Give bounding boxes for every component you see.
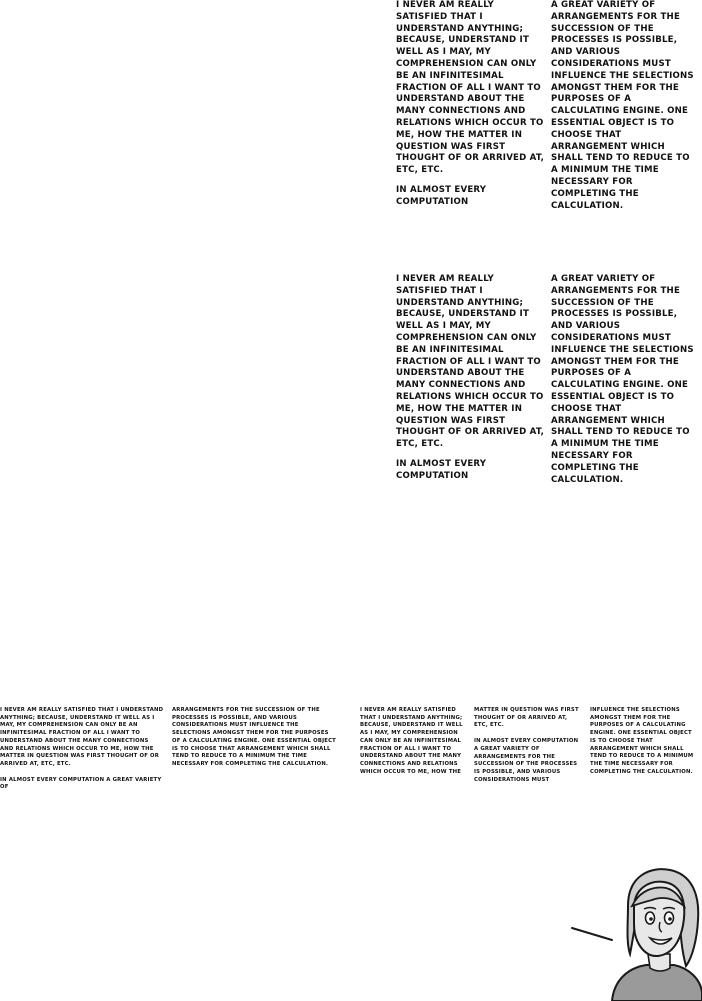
text-column-right bbox=[551, 274, 698, 494]
paragraph: IN ALMOST EVERY COMPUTATION bbox=[396, 184, 487, 207]
text-column-right bbox=[590, 707, 700, 784]
text-column-left bbox=[360, 707, 464, 775]
paragraph: A GREAT VARIETY OF ARRANGEMENTS FOR THE SUCCESSION OF THE PROCESSES IS POSSIBLE, AND VARIOUS CONSIDERATIONS MUST INFLUENCE THE SELECTIONS AMONGST THEM FOR THE PURPOSES OF A CALCULATING ENGINE. ONE ESSENTIAL OBJECT IS TO CHOOSE THAT ARRANGEMENT WHICH SHALL TEND TO REDUCE TO A MINIMUM THE TIME NECESSARY FOR COMPLETING THE CALCULATION. bbox=[551, 0, 694, 211]
paragraph: I NEVER AM REALLY SATISFIED THAT I UNDERSTAND ANYTHING; BECAUSE, UNDERSTAND IT WELL AS I MAY, MY COMPREHENSION CAN ONLY BE AN INFINITESIMAL FRACTION OF ALL I WANT TO UNDERSTAND ABOUT THE MANY CONNECTIONS AND RELATIONS WHICH OCCUR TO ME, HOW THE MATTER IN QUESTION WAS FIRST THOUGHT OF OR ARRIVED AT, ETC, ETC. bbox=[0, 707, 164, 767]
paragraph: IN ALMOST EVERY COMPUTATION A GREAT VARIETY OF ARRANGEMENTS FOR THE SUCCESSION OF THE PROCESSES IS POSSIBLE, AND VARIOUS CONSIDERATIONS MUST bbox=[474, 738, 579, 783]
speech-line bbox=[572, 928, 612, 940]
text-column-left bbox=[396, 0, 546, 217]
text-column-right bbox=[551, 0, 698, 220]
text-block-large-top bbox=[396, 0, 698, 211]
text-column-left bbox=[396, 274, 546, 491]
text-block-large-middle bbox=[396, 274, 698, 485]
paragraph: I NEVER AM REALLY SATISFIED THAT I UNDERSTAND ANYTHING; BECAUSE, UNDERSTAND IT WELL AS I MAY, MY COMPREHENSION CAN ONLY BE AN INFINITESIMAL FRACTION OF ALL I WANT TO UNDERSTAND ABOUT THE MANY CONNECTIONS AND RELATIONS WHICH OCCUR TO ME, HOW THE bbox=[360, 707, 463, 775]
text-block-small-left bbox=[0, 707, 340, 791]
paragraph: A GREAT VARIETY OF ARRANGEMENTS FOR THE SUCCESSION OF THE PROCESSES IS POSSIBLE, AND VARIOUS CONSIDERATIONS MUST INFLUENCE THE SELECTIONS AMONGST THEM FOR THE PURPOSES OF A CALCULATING ENGINE. ONE ESSENTIAL OBJECT IS TO CHOOSE THAT ARRANGEMENT WHICH SHALL TEND TO REDUCE TO A MINIMUM THE TIME NECESSARY FOR COMPLETING THE CALCULATION. bbox=[551, 274, 694, 485]
paragraph: IN ALMOST EVERY COMPUTATION A GREAT VARIETY OF bbox=[0, 776, 162, 791]
text-block-small-right bbox=[360, 707, 702, 783]
cartoon-woman-icon bbox=[570, 862, 702, 1001]
paragraph: ARRANGEMENTS FOR THE SUCCESSION OF THE PROCESSES IS POSSIBLE, AND VARIOUS CONSIDERATIONS MUST INFLUENCE THE SELECTIONS AMONGST THEM FOR THE PURPOSES OF A CALCULATING ENGINE. ONE ESSENTIAL OBJECT IS TO CHOOSE THAT ARRANGEMENT WHICH SHALL TEND TO REDUCE TO A MINIMUM THE TIME NECESSARY FOR COMPLETING THE CALCULATION. bbox=[172, 707, 337, 767]
text-column-right bbox=[172, 707, 337, 777]
paragraph: IN ALMOST EVERY COMPUTATION bbox=[396, 458, 487, 481]
paragraph: I NEVER AM REALLY SATISFIED THAT I UNDERSTAND ANYTHING; BECAUSE, UNDERSTAND IT WELL AS I MAY, MY COMPREHENSION CAN ONLY BE AN INFINITESIMAL FRACTION OF ALL I WANT TO UNDERSTAND ABOUT THE MANY CONNECTIONS AND RELATIONS WHICH OCCUR TO ME, HOW THE MATTER IN QUESTION WAS FIRST THOUGHT OF OR ARRIVED AT, ETC, ETC. bbox=[396, 274, 545, 450]
paragraph: INFLUENCE THE SELECTIONS AMONGST THEM FOR THE PURPOSES OF A CALCULATING ENGINE. ONE ESSENTIAL OBJECT IS TO CHOOSE THAT ARRANGEMENT WHICH SHALL TEND TO REDUCE TO A MINIMUM THE TIME NECESSARY FOR COMPLETING THE CALCULATION. bbox=[590, 707, 694, 775]
text-column-left bbox=[0, 707, 164, 800]
paragraph: MATTER IN QUESTION WAS FIRST THOUGHT OF OR ARRIVED AT, ETC, ETC. bbox=[474, 707, 579, 729]
text-column-middle bbox=[474, 707, 582, 792]
paragraph: I NEVER AM REALLY SATISFIED THAT I UNDERSTAND ANYTHING; BECAUSE, UNDERSTAND IT WELL AS I MAY, MY COMPREHENSION CAN ONLY BE AN INFINITESIMAL FRACTION OF ALL I WANT TO UNDERSTAND ABOUT THE MANY CONNECTIONS AND RELATIONS WHICH OCCUR TO ME, HOW THE MATTER IN QUESTION WAS FIRST THOUGHT OF OR ARRIVED AT, ETC, ETC. bbox=[396, 0, 545, 176]
